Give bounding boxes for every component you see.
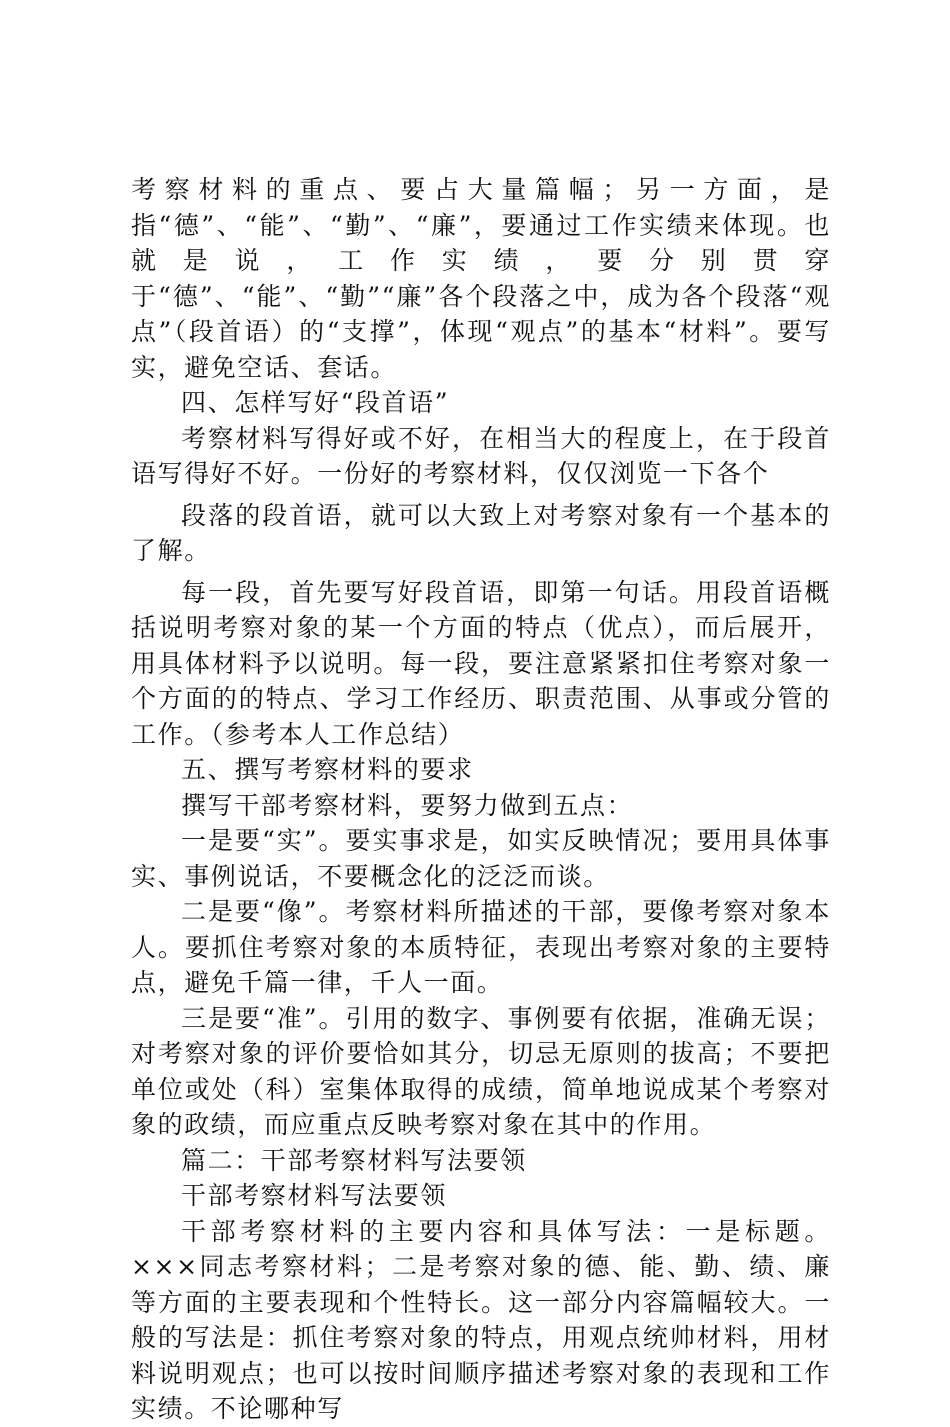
paragraph: 二是要“像”。考察材料所描述的干部，要像考察对象本人。要抓住考察对象的本质特征，表现出考察对象的主要特点，避免千篇一律，千人一面。	[131, 897, 831, 997]
section-heading: 五、撰写考察材料的要求	[181, 755, 474, 784]
paragraph: 撰写干部考察材料，要努力做到五点：	[181, 790, 634, 820]
paragraph: 一是要“实”。要实事求是，如实反映情况；要用具体事实、事例说话，不要概念化的泛泛而谈。	[131, 826, 831, 891]
paragraph: 考察材料写得好或不好，在相当大的程度上，在于段首语写得好不好。一份好的考察材料，仅仅浏览一下各个	[131, 423, 831, 488]
paragraph: 每一段，首先要写好段首语，即第一句话。用段首语概括说明考察对象的某一个方面的特点（优点），而后展开，用具体材料予以说明。每一段，要注意紧紧扣住考察对象一个方面的的特点、学习工作经历、职责范围、从事或分管的工作。（参考本人工作总结）	[131, 577, 831, 749]
paragraph: 三是要“准”。引用的数字、事例要有依据，准确无误；对考察对象的评价要恰如其分，切忌无原则的拔高；不要把单位或处（科）室集体取得的成绩，简单地说成某个考察对象的政绩，而应重点反映考察对象在其中的作用。	[131, 1003, 831, 1139]
document-body	[131, 172, 831, 1427]
section-heading: 四、怎样写好“段首语”	[181, 388, 450, 417]
article-title: 干部考察材料写法要领	[181, 1181, 448, 1210]
paragraph: 干部考察材料的主要内容和具体写法：一是标题。×××同志考察材料；二是考察对象的德、能、勤、绩、廉等方面的主要表现和个性特长。这一部分内容篇幅较大。一般的写法是：抓住考察对象的特点，用观点统帅材料，用材料说明观点；也可以按时间顺序描述考察对象的表现和工作实绩。不论哪种写	[131, 1216, 831, 1423]
article-heading: 篇二：干部考察材料写法要领	[181, 1145, 527, 1175]
paragraph: 考察材料的重点、要占大量篇幅；另一方面，是指“德”、“能”、“勤”、“廉”，要通过工作实绩来体现。也就是说，工作实绩，要分别贯穿于“德”、“能”、“勤”“廉”各个段落之中，成为各个段落“观点”（段首语）的“支撑”，体现“观点”的基本“材料”。要写实，避免空话、套话。	[131, 175, 831, 382]
paragraph: 段落的段首语，就可以大致上对考察对象有一个基本的了解。	[131, 500, 831, 565]
